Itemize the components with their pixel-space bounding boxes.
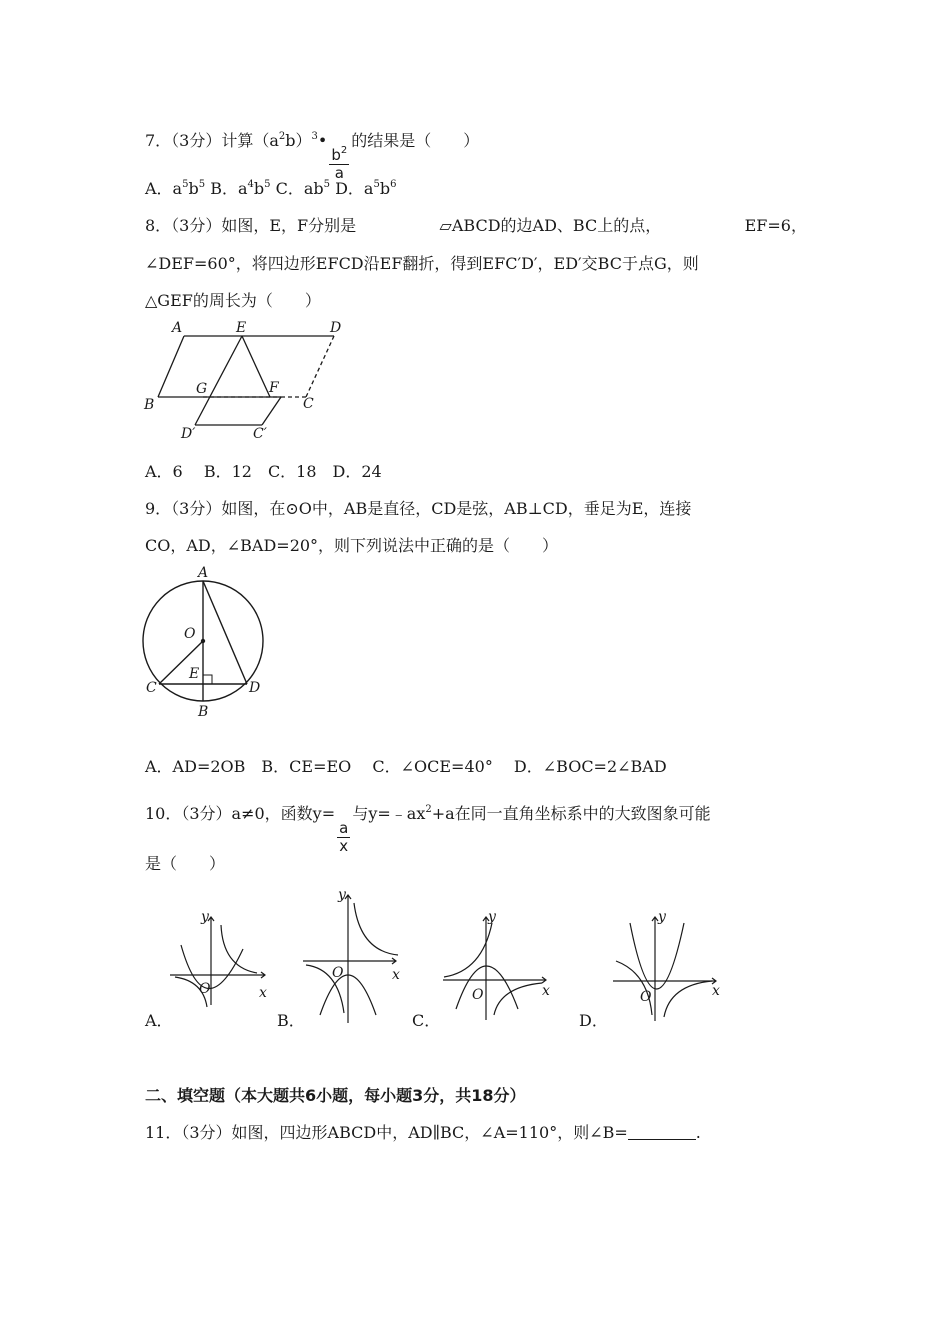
q8-figure [138,318,358,443]
q7-fraction: $\frac{b^2}{a}$ [331,145,348,182]
fig9-label-b: B [198,704,209,720]
q8-line1: 8．（3分）如图，E，F分别是 ▱ABCD的边AD、BC上的点， EF=6， [145,216,807,235]
q10-option-b: B． [277,1011,305,1030]
graph-a-origin: O [199,981,211,997]
graph-d-y-label: y [658,909,666,925]
graph-b-y-label: y [338,887,346,903]
fig8-label-f: F [269,380,279,396]
q9-line2: CO，AD，∠BAD=20°，则下列说法中正确的是（ ） [145,536,559,555]
graph-d-x-label: x [712,983,720,999]
q10-graph-b [298,885,408,1025]
fig9-label-e: E [189,666,200,682]
fig8-label-cp: C′ [253,426,267,442]
fig8-label-b: B [144,397,155,413]
graph-d-origin: O [640,989,652,1005]
fig9-label-d: D [249,680,261,696]
q10-option-a: A． [145,1011,173,1030]
fig8-label-a: A [172,320,183,336]
answer-blank[interactable] [628,1123,696,1140]
q10-option-d: D． [579,1011,608,1030]
q8-line2: ∠DEF=60°，将四边形EFCD沿EF翻折，得到EFC′D′，ED′交BC于点G，则 [145,254,699,273]
q10-option-c: C． [412,1011,441,1030]
graph-c-origin: O [472,987,484,1003]
fig8-label-dp: D′ [181,426,196,442]
section-heading: 二、填空题（本大题共6小题，每小题3分，共18分） [145,1086,526,1105]
fig8-label-e: E [236,320,247,336]
graph-a-y-label: y [201,909,209,925]
q10-line2: 是（ ） [145,854,226,873]
q9-line1: 9．（3分）如图，在⊙O中，AB是直径，CD是弦，AB⊥CD，垂足为E，连接 [145,499,692,518]
q10-graph-a [165,905,275,1025]
fig8-label-c: C [303,396,314,412]
graph-b-origin: O [332,965,344,981]
graph-c-x-label: x [542,983,550,999]
q10-graph-c [438,905,553,1025]
q7-options: A．$a^5b^5$ B．$a^4b^5$ C．$ab^5$ D．$a^5b^6$ [145,179,397,198]
q8-options: A．6 B．12 C．18 D．24 [145,462,382,481]
q10-stem: 10．（3分）a≠0，函数y= $\frac{a}{x}$ 与$y=﹣ax^2+a$在同一直角坐标系中的大致图象可能 [145,804,711,855]
graph-c-y-label: y [488,909,496,925]
q10-fraction: $\frac{a}{x}$ [339,819,349,855]
q11-stem: 11．（3分）如图，四边形ABCD中，AD∥BC，∠A=110°，则∠B= . [145,1123,701,1142]
fig8-label-g: G [196,381,208,397]
fig9-label-o: O [184,626,196,642]
graph-b-x-label: x [392,967,400,983]
graph-a-x-label: x [259,985,267,1001]
q9-figure [138,562,278,722]
q8-line3: △GEF的周长为（ ） [145,291,321,310]
q7-stem: 7．（3分）计算$(a^2b)^3•$ $\frac{b^2}{a}$ 的结果是（ ） [145,131,480,182]
fig8-label-d: D [330,320,342,336]
q10-graph-d [608,905,723,1025]
q9-options: A．AD=2OB B．CE=EO C．∠OCE=40° D．∠BOC=2∠BAD [145,757,667,776]
fig9-label-c: C [146,680,157,696]
fig9-label-a: A [198,565,209,581]
